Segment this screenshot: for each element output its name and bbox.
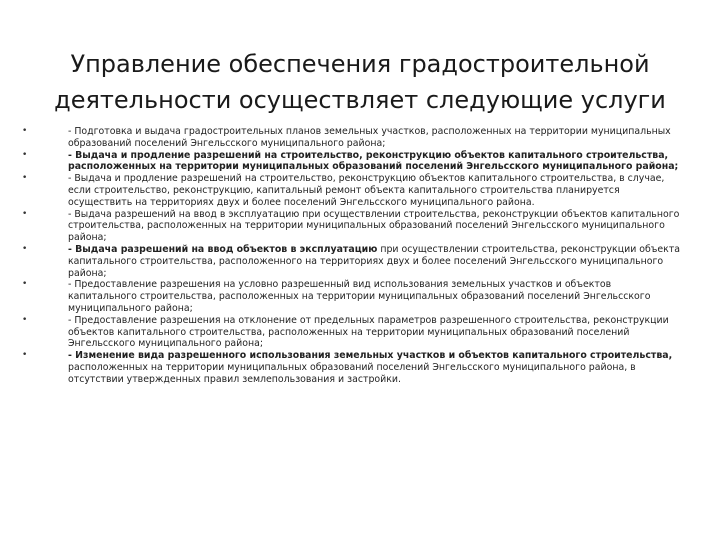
- title-line-1: Управление обеспечения градостроительной: [70, 50, 650, 79]
- bullet-icon: •: [22, 350, 28, 361]
- service-item-7: [22, 315, 682, 350]
- service-item-1: [22, 126, 682, 150]
- bullet-icon: •: [22, 173, 28, 184]
- service-text-bold: - Изменение вида разрешенного использования земельных участков и объектов капитального строительства,: [68, 350, 673, 362]
- bullet-icon: •: [22, 149, 28, 160]
- service-item-4: [22, 209, 682, 244]
- service-text-bold: - Выдача разрешений на ввод объектов в эксплуатацию: [68, 243, 378, 255]
- bullet-icon: •: [22, 208, 28, 219]
- page-title: [40, 46, 680, 118]
- bullet-icon: •: [22, 279, 28, 290]
- service-text: - Предоставление разрешения на условно разрешенный вид использования земельных участков и объектов капитального строительства, расположенных на территории муниципальных образований поселений Энгельсского муниципального района;: [68, 279, 651, 314]
- services-list: [22, 126, 682, 386]
- title-line-2: деятельности осуществляет следующие услуги: [54, 86, 666, 115]
- bullet-icon: •: [22, 314, 28, 325]
- service-item-2: [22, 150, 682, 174]
- service-text: расположенных на территории муниципальных образований поселений Энгельсского муниципального района, в отсутствии утвержденных правил землепользования и застройки.: [68, 361, 636, 385]
- bullet-icon: •: [22, 243, 28, 254]
- service-text: - Подготовка и выдача градостроительных планов земельных участков, расположенных на территории муниципальных образований поселений Энгельсского муниципального района;: [68, 126, 671, 149]
- service-text: - Выдача и продление разрешений на строительство, реконструкцию объектов капитального строительства, расположенных на территории муниципальных образований поселений Энгельсского муниципального района;: [68, 149, 679, 173]
- service-item-5: [22, 244, 682, 279]
- service-item-3: [22, 173, 682, 208]
- service-text: при осуществлении строительства, реконструкции объекта капитального строительства, расположенного на территориях двух и более поселений Энгельсского муниципального района;: [68, 243, 681, 279]
- service-text: - Предоставление разрешения на отклонение от предельных параметров разрешенного строительства, реконструкции объектов капитального строительства, расположенных на территории муниципальных образований поселений Энгельсского муниципального района;: [68, 314, 669, 350]
- service-text: - Выдача разрешений на ввод в эксплуатацию при осуществлении строительства, реконструкции объектов капитального строительства, расположенных на территории муниципальных образований поселений Энгельсского муниципального района;: [68, 208, 680, 244]
- service-item-8: [22, 350, 682, 385]
- bullet-icon: •: [22, 126, 28, 136]
- service-text: - Выдача и продление разрешений на строительство, реконструкцию объектов капитального строительства, в случае, если строительство, реконструкцию, капитальный ремонт объекта капитального строительства планируется осуществить на территориях двух и более поселений Энгельсского муниципального района.: [68, 173, 665, 208]
- service-item-6: [22, 279, 682, 314]
